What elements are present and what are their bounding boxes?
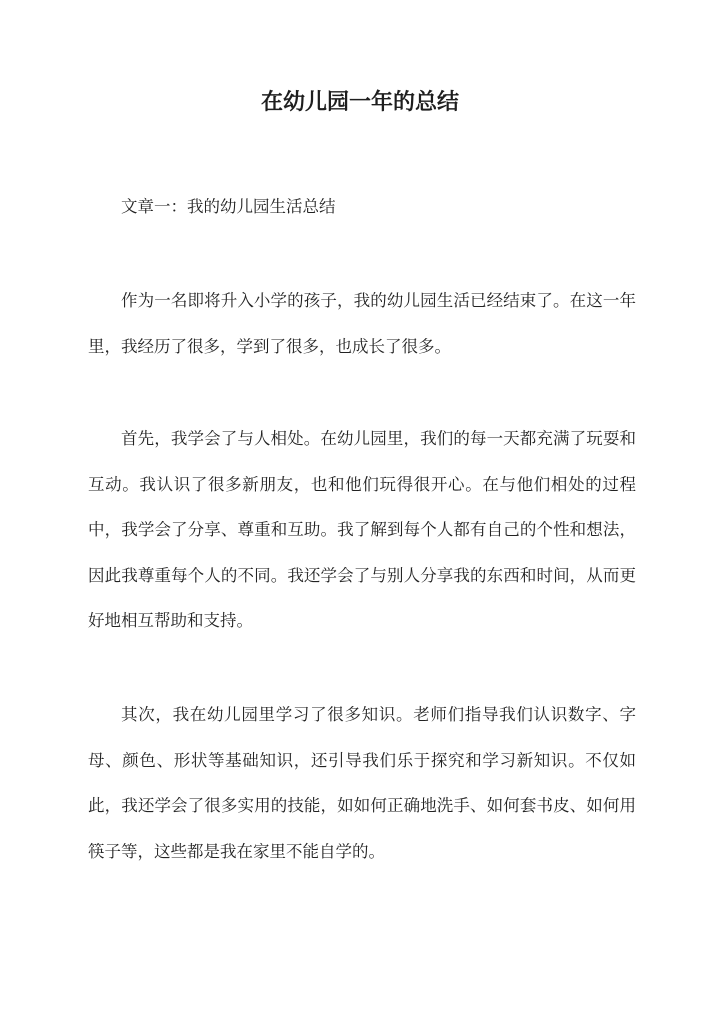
document-title: 在幼儿园一年的总结	[260, 89, 459, 115]
paragraph-2: 首先，我学会了与人相处。在幼儿园里，我们的每一天都充满了玩耍和互动。我认识了很多新朋友，也和他们玩得很开心。在与他们相处的过程中，我学会了分享、尊重和互助。我了解到每个人都有自己的个性和想法，因此我尊重每个人的不同。我还学会了与别人分享我的东西和时间，从而更好地相互帮助和支持。	[88, 429, 636, 630]
paragraph-3: 其次，我在幼儿园里学习了很多知识。老师们指导我们认识数字、字母、颜色、形状等基础知识，还引导我们乐于探究和学习新知识。不仅如此，我还学会了很多实用的技能，如如何正确地洗手、如何套书皮、如何用筷子等，这些都是我在家里不能自学的。	[88, 705, 636, 861]
article-subtitle: 文章一：我的幼儿园生活总结	[121, 197, 336, 216]
paragraph-1: 作为一名即将升入小学的孩子，我的幼儿园生活已经结束了。在这一年里，我经历了很多，学到了很多，也成长了很多。	[88, 291, 636, 356]
